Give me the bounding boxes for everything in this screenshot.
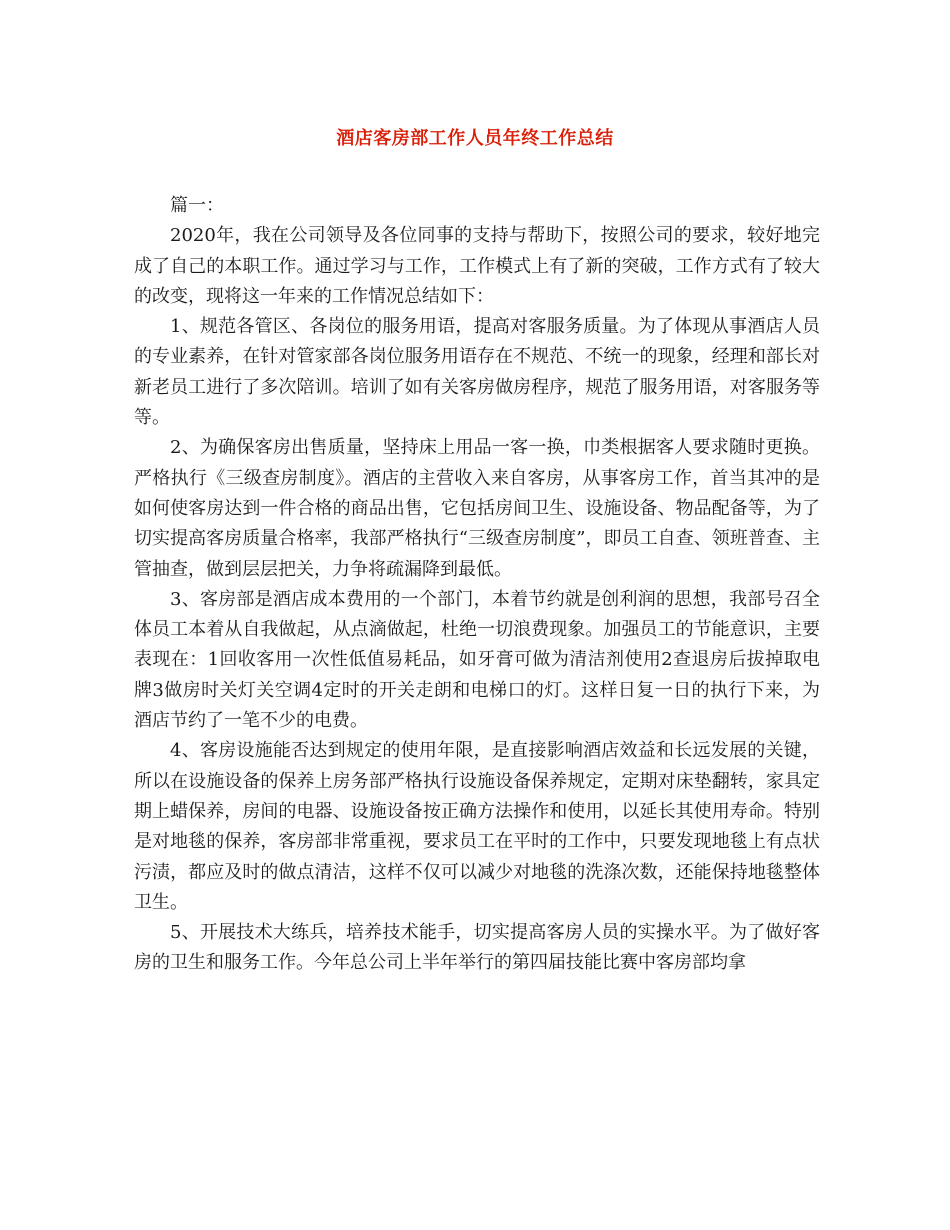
paragraph-item-5: 5、开展技术大练兵，培养技术能手，切实提高客房人员的实操水平。为了做好客房的卫生和服务工作。今年总公司上半年举行的第四届技能比赛中客房部均拿	[134, 922, 820, 974]
paragraph-item-3: 3、客房部是酒店成本费用的一个部门，本着节约就是创利润的思想，我部号召全体员工本着从自我做起，从点滴做起，杜绝一切浪费现象。加强员工的节能意识，主要表现在：1回收客用一次性低值易耗品，如牙膏可做为清洁剂使用2查退房后拔掉取电牌3做房时关灯关空调4定时的开关走朗和电梯口的灯。这样日复一日的执行下来，为酒店节约了一笔不少的电费。	[134, 588, 820, 732]
paragraph-item-4: 4、客房设施能否达到规定的使用年限，是直接影响酒店效益和长远发展的关键，所以在设施设备的保养上房务部严格执行设施设备保养规定，定期对床垫翻转，家具定期上蜡保养，房间的电器、设施设备按正确方法操作和使用，以延长其使用寿命。特别是对地毯的保养，客房部非常重视，要求员工在平时的工作中，只要发现地毯上有点状污渍，都应及时的做点清洁，这样不仅可以减少对地毯的洗涤次数，还能保持地毯整体卫生。	[134, 740, 820, 913]
document-body	[134, 191, 820, 979]
paragraph-intro: 2020年，我在公司领导及各位同事的支持与帮助下，按照公司的要求，较好地完成了自己的本职工作。通过学习与工作，工作模式上有了新的突破，工作方式有了较大的改变，现将这一年来的工作情况总结如下：	[134, 225, 820, 307]
paragraph-item-1: 1、规范各管区、各岗位的服务用语，提高对客服务质量。为了体现从事酒店人员的专业素养，在针对管家部各岗位服务用语存在不规范、不统一的现象，经理和部长对新老员工进行了多次陪训。培训了如有关客房做房程序，规范了服务用语，对客服务等等。	[134, 316, 820, 429]
paragraph-item-2: 2、为确保客房出售质量，坚持床上用品一客一换，巾类根据客人要求随时更换。严格执行《三级查房制度》。酒店的主营收入来自客房，从事客房工作，首当其冲的是如何使客房达到一件合格的商品出售，它包括房间卫生、设施设备、物品配备等，为了切实提高客房质量合格率，我部严格执行“三级查房制度”，即员工自查、领班普查、主管抽查，做到层层把关，力争将疏漏降到最低。	[134, 437, 820, 580]
section-label: 篇一：	[170, 195, 224, 216]
document-title: 酒店客房部工作人员年终工作总结	[336, 128, 614, 149]
